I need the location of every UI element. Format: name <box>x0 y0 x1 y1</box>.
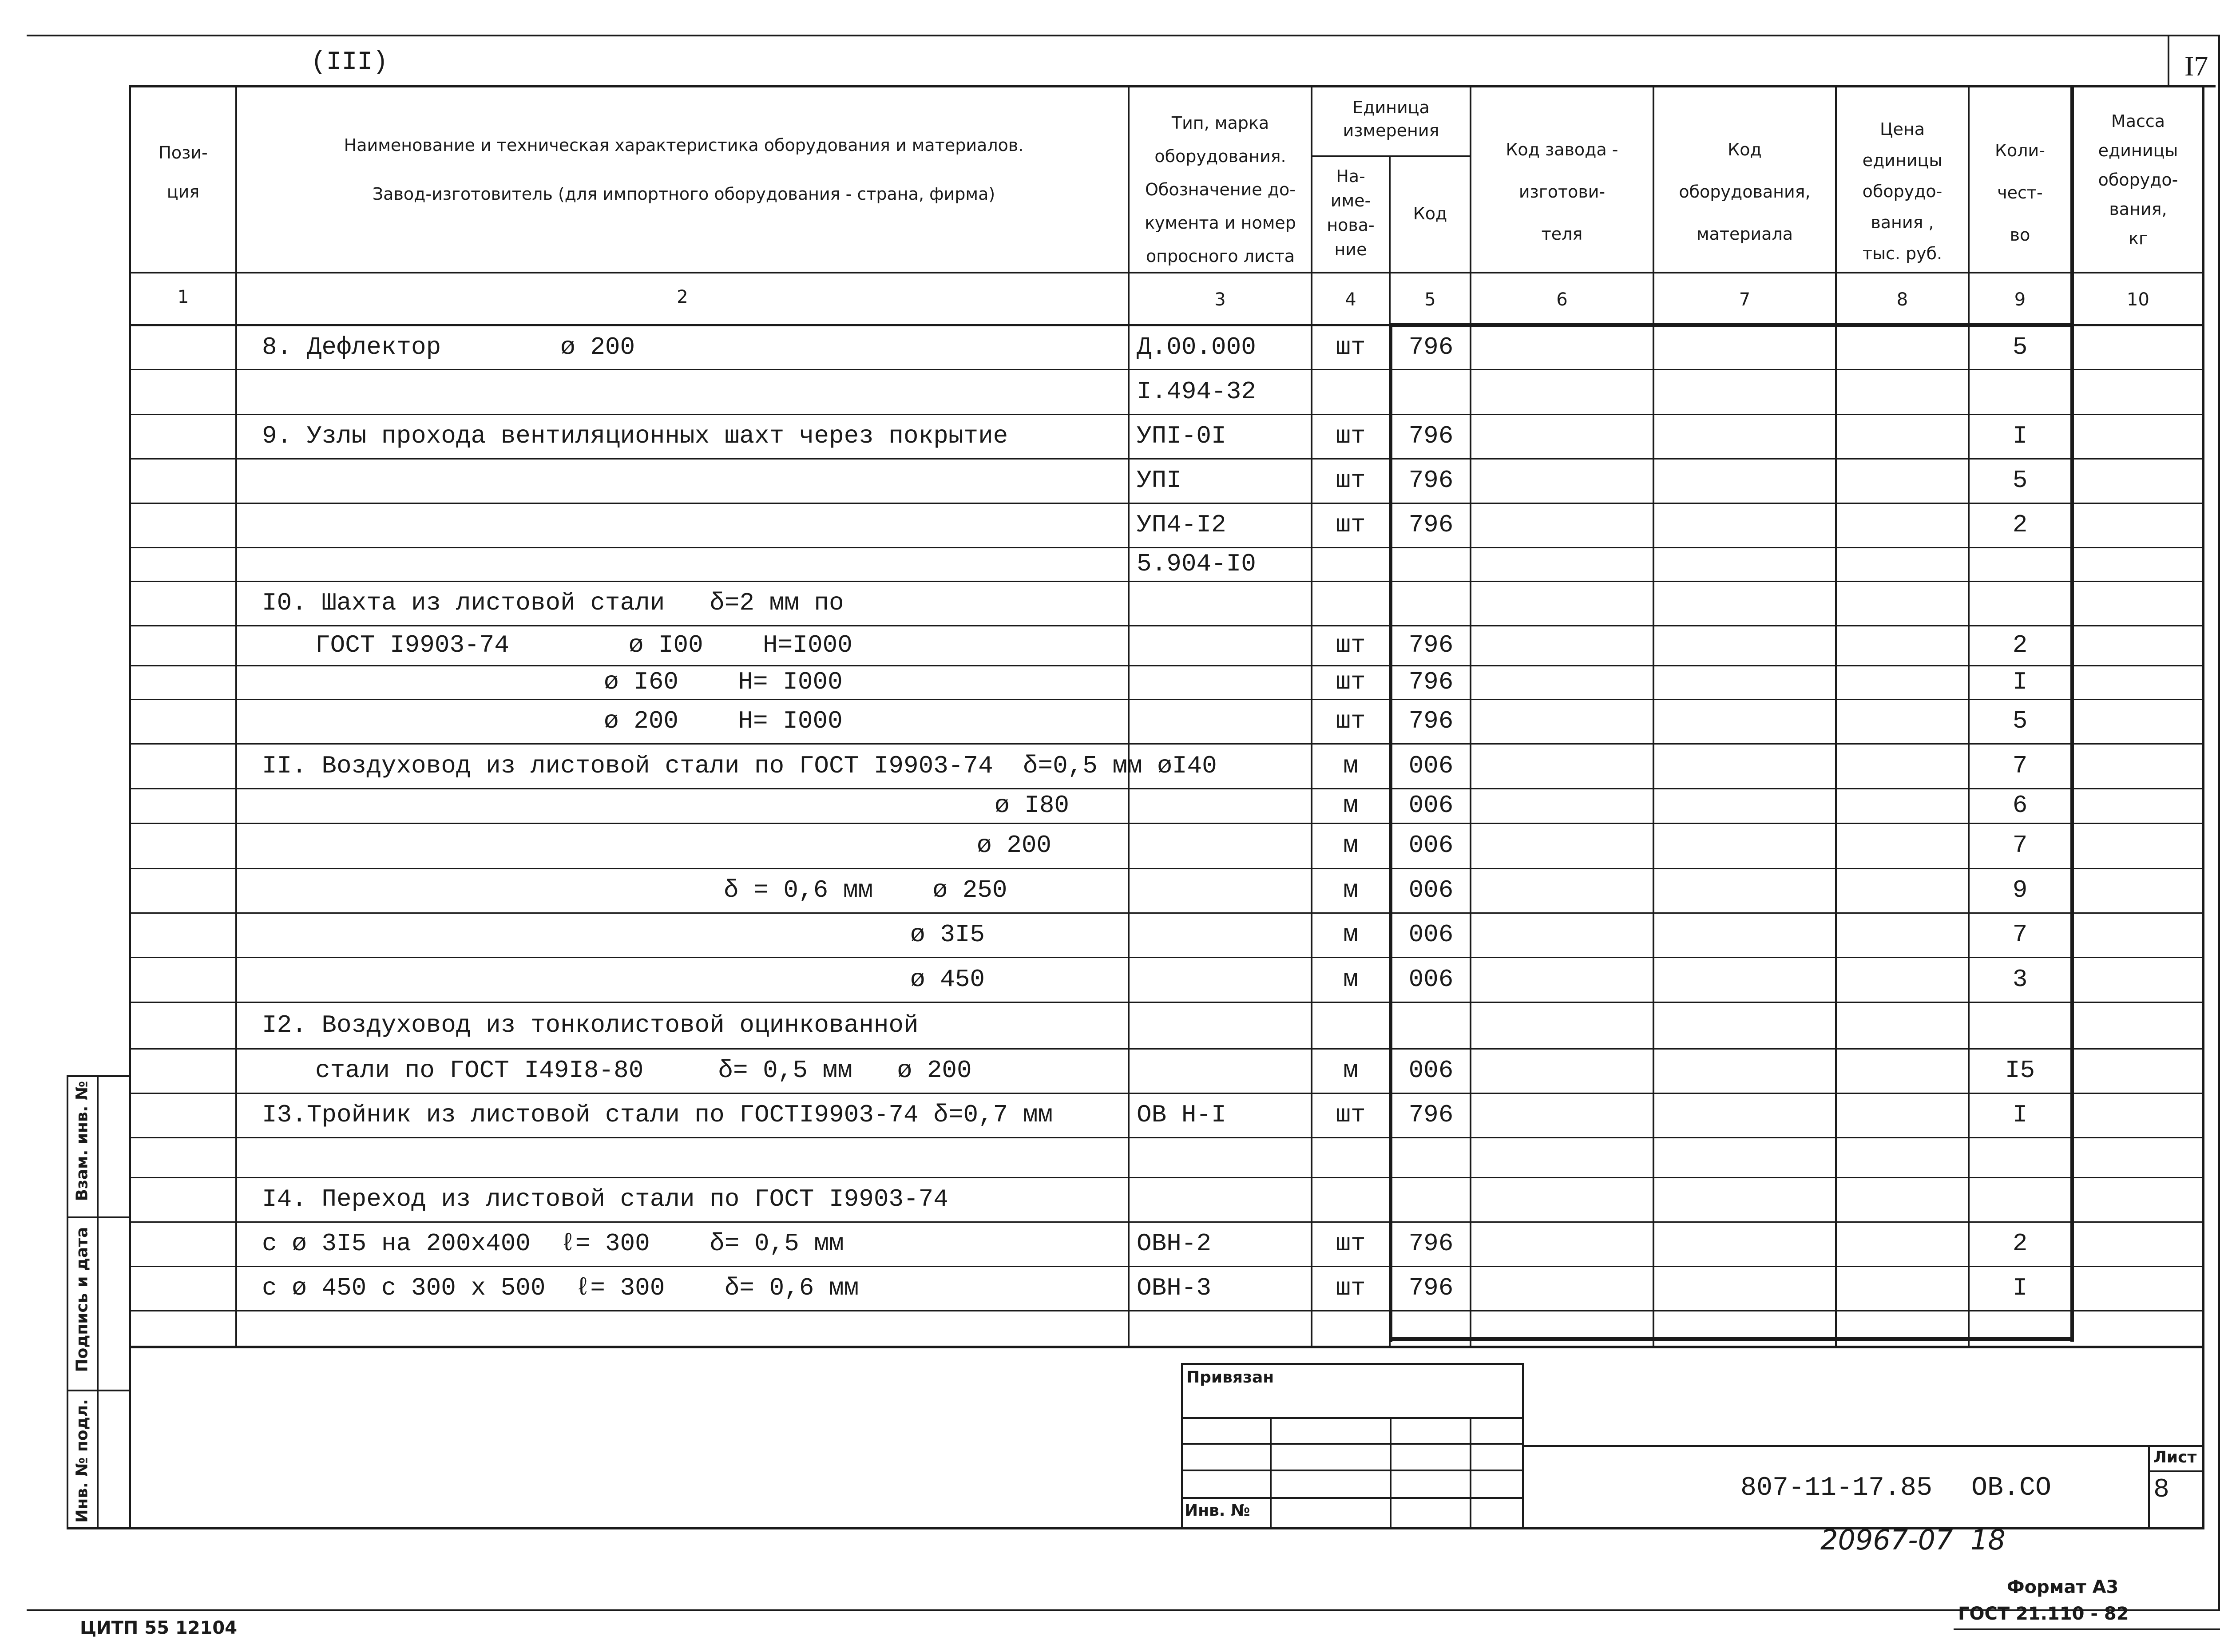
handwritten-number: 20967-07 18 <box>1820 1524 2006 1556</box>
row-quantity: 9 <box>2012 876 2028 904</box>
row-quantity: I5 <box>2005 1056 2035 1085</box>
column-number: 5 <box>1424 289 1436 310</box>
side-label-vzam: Взам. инв. № <box>73 1081 91 1201</box>
row-name: I0. Шахта из листовой стали δ=2 мм по <box>262 589 844 617</box>
row-quantity: I <box>2012 1101 2028 1129</box>
row-quantity: 2 <box>2012 511 2028 539</box>
row-quantity: 5 <box>2012 333 2028 361</box>
row-name: δ = 0,6 мм ø 250 <box>724 876 1007 904</box>
row-name: ГОСТ I9903-74 ø I00 H=I000 <box>315 631 852 659</box>
column-number: 2 <box>677 287 688 307</box>
row-unit: м <box>1343 965 1358 994</box>
row-type: 5.904-I0 <box>1137 550 1256 578</box>
format-label: Формат А3 <box>2007 1577 2119 1597</box>
row-name: ø 200 H= I000 <box>604 707 843 735</box>
row-name: 9. Узлы прохода вентиляционных шахт через покрытие <box>262 422 1008 450</box>
printer-label: ЦИТП 55 12104 <box>80 1618 238 1638</box>
row-type: ОВ Н-I <box>1137 1101 1226 1129</box>
row-name: ø I80 <box>995 791 1070 820</box>
row-quantity: 6 <box>2012 791 2028 820</box>
header-position: Пози- ция <box>159 143 208 202</box>
side-label-podpis: Подпись и дата <box>73 1227 91 1372</box>
header-equipment-code: Код оборудования, материала <box>1679 140 1811 244</box>
row-unit: шт <box>1336 422 1366 450</box>
header-name-line2: Завод-изготовитель (для импортного оборудования - страна, фирма) <box>372 184 995 204</box>
row-unit: шт <box>1336 1229 1366 1258</box>
row-code: 006 <box>1408 1056 1454 1085</box>
row-name: с ø 3I5 на 200х400 ℓ= 300 δ= 0,5 мм <box>262 1229 844 1258</box>
row-code: 796 <box>1408 511 1454 539</box>
row-quantity: 3 <box>2012 965 2028 994</box>
row-code: 796 <box>1408 466 1454 495</box>
row-unit: м <box>1343 876 1358 904</box>
row-code: 006 <box>1408 965 1454 994</box>
row-code: 796 <box>1408 333 1454 361</box>
row-code: 796 <box>1408 1101 1454 1129</box>
page-number-top: I7 <box>2184 50 2208 82</box>
row-code: 006 <box>1408 876 1454 904</box>
header-unit-code: Код <box>1413 204 1447 223</box>
sheet-label: Лист <box>2153 1448 2197 1466</box>
row-name: II. Воздуховод из листовой стали по ГОСТ I9903-74 δ=0,5 мм øI40 <box>262 751 1217 780</box>
row-unit: шт <box>1336 1274 1366 1302</box>
document-code: 807-11-17.85 <box>1740 1473 1933 1503</box>
row-code: 796 <box>1408 422 1454 450</box>
header-mass: Масса единицы оборудо- вания, кг <box>2098 111 2178 248</box>
row-code: 006 <box>1408 831 1454 860</box>
column-number: 10 <box>2127 289 2149 310</box>
row-unit: шт <box>1336 333 1366 361</box>
column-number: 8 <box>1896 289 1908 310</box>
document-suffix: ОВ.СО <box>1971 1473 2052 1503</box>
row-unit: шт <box>1336 511 1366 539</box>
row-quantity: 2 <box>2012 1229 2028 1258</box>
header-factory-code: Код завода - изготови- теля <box>1506 140 1618 244</box>
row-name: ø 3I5 <box>910 920 985 949</box>
row-unit: шт <box>1336 707 1366 735</box>
row-code: 796 <box>1408 707 1454 735</box>
column-number: 4 <box>1345 289 1356 310</box>
stamp-privyazan: Привязан <box>1186 1368 1274 1387</box>
row-type: УП4-I2 <box>1137 511 1226 539</box>
row-code: 006 <box>1408 791 1454 820</box>
row-quantity: I <box>2012 1274 2028 1302</box>
column-number: 1 <box>177 287 189 307</box>
row-quantity: 7 <box>2012 831 2028 860</box>
row-unit: м <box>1343 1056 1358 1085</box>
stamp-inv-no: Инв. № <box>1185 1501 1250 1520</box>
row-code: 796 <box>1408 668 1454 696</box>
row-unit: шт <box>1336 1101 1366 1129</box>
row-code: 796 <box>1408 631 1454 659</box>
row-name: ø 450 <box>910 965 985 994</box>
sheet-top-label: (III) <box>311 48 388 77</box>
row-code: 006 <box>1408 751 1454 780</box>
row-name: I2. Воздуховод из тонколистовой оцинкованной <box>262 1010 919 1039</box>
side-label-inv-podl: Инв. № подл. <box>73 1399 91 1523</box>
row-type: ОВН-2 <box>1137 1229 1212 1258</box>
header-quantity: Коли- чест- во <box>1995 141 2045 245</box>
column-number: 3 <box>1214 289 1226 310</box>
row-unit: м <box>1343 831 1358 860</box>
row-unit: шт <box>1336 466 1366 495</box>
row-name: ø I60 H= I000 <box>604 668 843 696</box>
column-number: 6 <box>1556 289 1568 310</box>
row-quantity: I <box>2012 668 2028 696</box>
row-name: с ø 450 с 300 х 500 ℓ= 300 δ= 0,6 мм <box>262 1274 859 1302</box>
row-type: УПI-0I <box>1137 422 1226 450</box>
row-code: 796 <box>1408 1229 1454 1258</box>
header-name-line1: Наименование и техническая характеристика оборудования и материалов. <box>344 135 1024 155</box>
sheet-number: 8 <box>2153 1475 2170 1505</box>
row-quantity: I <box>2012 422 2028 450</box>
row-name: стали по ГОСТ I49I8-80 δ= 0,5 мм ø 200 <box>315 1056 972 1085</box>
header-unit-name: На- име- нова- ние <box>1327 166 1375 259</box>
header-price: Цена единицы оборудо- вания , тыс. руб. <box>1862 119 1942 263</box>
row-name: I3.Тройник из листовой стали по ГОСТI9903-74 δ=0,7 мм <box>262 1101 1053 1129</box>
row-quantity: 2 <box>2012 631 2028 659</box>
row-code: 006 <box>1408 920 1454 949</box>
row-quantity: 7 <box>2012 751 2028 780</box>
header-unit: Единица измерения <box>1343 98 1439 140</box>
row-type: I.494-32 <box>1137 377 1256 406</box>
row-quantity: 5 <box>2012 466 2028 495</box>
row-quantity: 5 <box>2012 707 2028 735</box>
row-name: ø 200 <box>977 831 1052 860</box>
row-name: I4. Переход из листовой стали по ГОСТ I9903-74 <box>262 1185 948 1213</box>
column-number: 7 <box>1739 289 1751 310</box>
row-type: Д.00.000 <box>1137 333 1256 361</box>
row-unit: м <box>1343 920 1358 949</box>
row-unit: м <box>1343 751 1358 780</box>
row-unit: шт <box>1336 631 1366 659</box>
row-unit: шт <box>1336 668 1366 696</box>
row-name: 8. Дефлектор ø 200 <box>262 333 635 361</box>
row-type: УПI <box>1137 466 1181 495</box>
row-type: ОВН-3 <box>1137 1274 1212 1302</box>
column-number: 9 <box>2014 289 2026 310</box>
row-quantity: 7 <box>2012 920 2028 949</box>
header-type: Тип, марка оборудования. Обозначение до- кумента и номер опросного листа <box>1145 113 1296 266</box>
row-code: 796 <box>1408 1274 1454 1302</box>
gost-label: ГОСТ 21.110 - 82 <box>1958 1604 2129 1624</box>
row-unit: м <box>1343 791 1358 820</box>
